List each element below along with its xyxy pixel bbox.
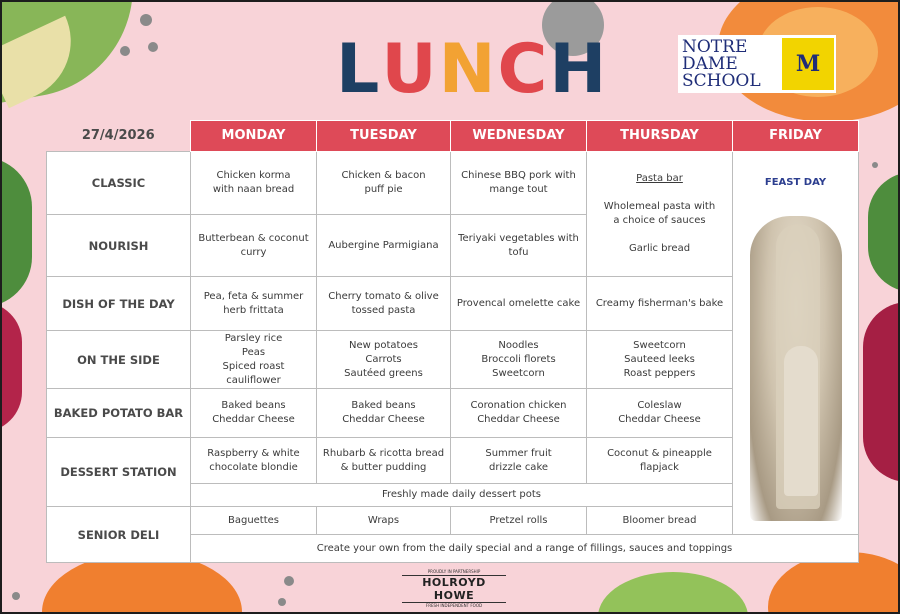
menu-date: 27/4/2026 xyxy=(81,127,155,143)
school-logo xyxy=(678,35,836,93)
menu-cell: New potatoes Carrots Sautéed greens xyxy=(317,331,451,389)
kale-decoration-left xyxy=(0,157,32,307)
kale-decoration-right xyxy=(868,172,900,292)
lunch-menu-table xyxy=(46,120,859,563)
title-letter: L xyxy=(336,30,382,109)
menu-cell: Provencal omelette cake xyxy=(451,277,587,331)
pasta-bar-line: Wholemeal pasta with xyxy=(603,201,716,212)
menu-cell: Rhubarb & ricotta bread & butter pudding xyxy=(317,438,451,484)
category-dessert-station: DESSERT STATION xyxy=(47,438,191,507)
menu-cell: Pretzel rolls xyxy=(451,507,587,535)
caterer-tagline: PROUDLY IN PARTNERSHIP xyxy=(427,569,481,574)
category-dish-of-the-day: DISH OF THE DAY xyxy=(47,277,191,331)
menu-cell: Creamy fisherman's bake xyxy=(587,277,733,331)
title-letter: N xyxy=(438,30,498,109)
menu-cell: Raspberry & white chocolate blondie xyxy=(191,438,317,484)
day-header-thursday: THURSDAY xyxy=(587,121,733,152)
menu-cell: Chicken korma with naan bread xyxy=(191,152,317,215)
category-on-the-side: ON THE SIDE xyxy=(47,331,191,389)
broccoli-decoration xyxy=(598,572,748,614)
dot-decoration xyxy=(140,14,152,26)
category-baked-potato-bar: BAKED POTATO BAR xyxy=(47,389,191,438)
menu-cell: Cherry tomato & olive tossed pasta xyxy=(317,277,451,331)
statue-image xyxy=(750,216,842,521)
friday-feast-cell xyxy=(733,152,859,535)
menu-cell: Teriyaki vegetables with tofu xyxy=(451,215,587,277)
day-header-wednesday: WEDNESDAY xyxy=(451,121,587,152)
day-header-monday: MONDAY xyxy=(191,121,317,152)
caterer-name: HOLROYD HOWE xyxy=(402,575,506,603)
pasta-bar-title: Pasta bar xyxy=(636,173,683,184)
menu-cell: Butterbean & coconut curry xyxy=(191,215,317,277)
school-name-line: DAME xyxy=(682,53,738,74)
school-name-line: NOTRE xyxy=(682,36,748,57)
menu-cell: Coleslaw Cheddar Cheese xyxy=(587,389,733,438)
category-nourish: NOURISH xyxy=(47,215,191,277)
dot-decoration xyxy=(278,598,286,606)
day-header-friday: FRIDAY xyxy=(733,121,859,152)
feast-day-label: FEAST DAY xyxy=(764,177,827,188)
menu-cell: Sweetcorn Sauteed leeks Roast peppers xyxy=(587,331,733,389)
menu-cell: Noodles Broccoli florets Sweetcorn xyxy=(451,331,587,389)
menu-cell: Wraps xyxy=(317,507,451,535)
menu-cell: Bloomer bread xyxy=(587,507,733,535)
menu-cell: Summer fruit drizzle cake xyxy=(451,438,587,484)
title-letter: U xyxy=(381,30,439,109)
dot-decoration xyxy=(148,42,158,52)
menu-cell: Coconut & pineapple flapjack xyxy=(587,438,733,484)
title-letter: C xyxy=(497,30,550,109)
menu-cell: Baguettes xyxy=(191,507,317,535)
title-letter: H xyxy=(549,30,609,109)
school-crest-icon xyxy=(782,38,834,90)
dot-decoration xyxy=(120,46,130,56)
menu-cell: Baked beans Cheddar Cheese xyxy=(191,389,317,438)
crest-monogram: M xyxy=(795,51,821,77)
menu-cell: Chicken & bacon puff pie xyxy=(317,152,451,215)
category-classic: CLASSIC xyxy=(47,152,191,215)
pasta-bar-line: a choice of sauces xyxy=(613,215,706,226)
menu-cell: Parsley rice Peas Spiced roast cauliflower xyxy=(191,331,317,389)
dot-decoration xyxy=(12,592,20,600)
caterer-logo xyxy=(402,569,506,609)
beetroot-decoration-right xyxy=(863,302,900,482)
menu-cell-pasta-bar xyxy=(587,152,733,277)
dot-decoration xyxy=(284,576,294,586)
beetroot-decoration-left xyxy=(0,302,22,432)
pasta-bar-line: Garlic bread xyxy=(628,243,691,254)
menu-cell: Coronation chicken Cheddar Cheese xyxy=(451,389,587,438)
school-name-line: SCHOOL xyxy=(682,70,761,91)
menu-cell: Baked beans Cheddar Cheese xyxy=(317,389,451,438)
statue-child-figure xyxy=(784,346,818,496)
dessert-shared-note: Freshly made daily dessert pots xyxy=(191,484,733,507)
menu-cell: Aubergine Parmigiana xyxy=(317,215,451,277)
menu-cell: Chinese BBQ pork with mange tout xyxy=(451,152,587,215)
day-header-tuesday: TUESDAY xyxy=(317,121,451,152)
caterer-subtagline: FRESH INDEPENDENT FOOD xyxy=(425,603,483,608)
dot-decoration xyxy=(872,162,878,168)
page-title xyxy=(336,30,609,109)
deli-shared-note: Create your own from the daily special and a range of fillings, sauces and toppings xyxy=(191,535,859,563)
category-senior-deli: SENIOR DELI xyxy=(47,507,191,563)
menu-cell: Pea, feta & summer herb frittata xyxy=(191,277,317,331)
school-name xyxy=(678,36,778,91)
